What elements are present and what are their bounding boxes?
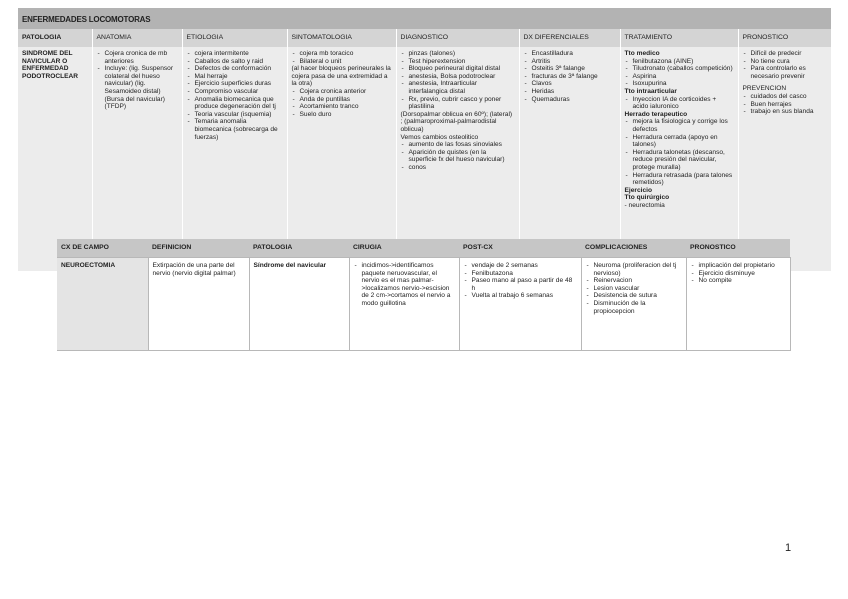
pronostico-cell [686, 258, 790, 351]
list-item: - Test hiperextension [409, 58, 515, 66]
list-item: - pinzas (talones) [409, 50, 515, 58]
list-item: - cojera mb toracico [300, 50, 392, 58]
header-row [18, 29, 831, 47]
list-item: - Desistencia de sutura [594, 292, 682, 300]
list-item: - Herradura cerrada (apoyo en talones) [633, 134, 734, 149]
list-item: - cuidados del casco [751, 93, 828, 101]
list-item: - Paseo mano al paso a partir de 48 h [472, 277, 577, 292]
list-item: - implicación del propietario [699, 262, 786, 270]
list-item: - anestesia, Intraarticular interfalangica distal [409, 80, 515, 95]
list-item: - Vuelta al trabajo 6 semanas [472, 292, 577, 300]
header-etiologia: ETIOLOGIA [182, 29, 287, 47]
section-heading: Herrado terapeutico [624, 110, 688, 118]
text-line: - neurectomia [624, 201, 665, 209]
list-item: - Quemaduras [532, 96, 616, 104]
header-anatomia: ANATOMIA [92, 29, 182, 47]
cx-cell: NEUROECTOMIA [57, 258, 148, 351]
list-item: - Lesion vascular [594, 285, 682, 293]
list-item: - anestesia, Bolsa podotroclear [409, 73, 515, 81]
list-item: - Herradura retrasada (para talones remetidos) [633, 172, 734, 187]
list-item: - Aparición de quistes (en la superficie fx del hueso navicular) [409, 149, 515, 164]
list-item: - Isoxupurina [633, 80, 734, 88]
list-item: - Aspirina [633, 73, 734, 81]
list-item: - Mal herraje [195, 73, 283, 81]
list-item: - Suelo duro [300, 111, 392, 119]
list-item: - Bilateral o unit [300, 58, 392, 66]
text-line: (Dorsopalmar oblicua en 60º); (lateral) ; (palmaroproximal-palmarodistal oblicua) [400, 110, 513, 133]
list-item: - cojera intermitente [195, 50, 283, 58]
list-item: - Encastilladura [532, 50, 616, 58]
list-item: - Fenilbutazona [472, 270, 577, 278]
list-item: - Anomalia biomecanica que produce degeneración del tj [195, 96, 283, 111]
etiologia-cell [182, 47, 287, 271]
header-sintomatologia: SINTOMATOLOGIA [287, 29, 396, 47]
list-item: - Difícil de predecir [751, 50, 828, 58]
header-definicion: DEFINICION [148, 239, 249, 258]
sintomatologia-cell [287, 47, 396, 271]
patologia-cell: SINDROME DEL NAVICULAR O ENFERMEDAD PODOTROCLEAR [18, 47, 92, 271]
list-item: - Clavos [532, 80, 616, 88]
list-item: - Ejercicio disminuye [699, 270, 786, 278]
list-item: - Buen herrajes [751, 101, 828, 109]
cirugia-cell [349, 258, 459, 351]
header-dx-diferenciales: DX DIFERENCIALES [519, 29, 620, 47]
text-line: (al hacer bloqueos perineurales la cojera pasa de una extremidad a la otra) [291, 65, 391, 88]
list-item: - Compromiso vascular [195, 88, 283, 96]
list-item: - Rx, previo, cubrir casco y poner plastilina [409, 96, 515, 111]
section-heading: Tto quirúrgico [624, 194, 670, 202]
section-heading: Tto intraarticular [624, 87, 677, 95]
section-heading: Ejercicio [624, 186, 652, 194]
list-item: - incidimos->identificamos paquete neruovascular, el nervio es el mas palmar->localizamos nervio->escision de 2 cm->cortamos el nervio a modo guillotina [362, 262, 455, 308]
header-pronostico: PRONOSTICO [738, 29, 831, 47]
table-row [18, 47, 831, 271]
list-item: - Incluye: (lig. Suspensor colateral del hueso navicular) (lig. Sesamoideo distal) (Bursa del navicular) (TFDP) [105, 65, 178, 111]
header-row [57, 239, 790, 258]
list-item: - Caballos de salto y raid [195, 58, 283, 66]
list-item: - vendaje de 2 semanas [472, 262, 577, 270]
text-line: Vemos cambios osteolitico [400, 133, 479, 141]
list-item: - mejora la fisiologica y corrige los defectos [633, 118, 734, 133]
list-item: - Inyeccion IA de corticoides + acido iaIuronico [633, 96, 734, 111]
list-item: - No tiene cura [751, 58, 828, 66]
list-item: - Cojera cronica de mb anteriores [105, 50, 178, 65]
tratamiento-cell [620, 47, 738, 271]
list-item: - Artritis [532, 58, 616, 66]
header-pronostico: PRONOSTICO [686, 239, 790, 258]
header-cx-de-campo: CX DE CAMPO [57, 239, 148, 258]
list-item: - Ejercicio superficies duras [195, 80, 283, 88]
text-line: PREVENCION [742, 85, 787, 93]
list-item: - Tiludronato (caballos competición) [633, 65, 734, 73]
list-item: - fenilbutazona (AINE) [633, 58, 734, 66]
post-cx-cell [459, 258, 581, 351]
complicaciones-cell [581, 258, 686, 351]
header-patologia: PATOLOGIA [249, 239, 349, 258]
header-complicaciones: COMPLICACIONES [581, 239, 686, 258]
list-item: - Teoria vascular (isquemia) [195, 111, 283, 119]
enfermedades-table [18, 8, 831, 271]
table-title: ENFERMEDADES LOCOMOTORAS [18, 8, 831, 29]
section-heading: Tto medico [624, 50, 660, 57]
list-item: - No compite [699, 277, 786, 285]
anatomia-cell [92, 47, 182, 271]
list-item: - fracturas de 3ª falange [532, 73, 616, 81]
list-item: - Osteitis 3ª falange [532, 65, 616, 73]
dx-diferenciales-cell [519, 47, 620, 271]
list-item: - Para controlarlo es necesario prevenir [751, 65, 828, 80]
header-post-cx: POST-CX [459, 239, 581, 258]
list-item: - Disminución de la propiocepcion [594, 300, 682, 315]
list-item: - Anda de puntillas [300, 96, 392, 104]
header-patologia: PATOLOGIA [18, 29, 92, 47]
list-item: - Acortamiento tranco [300, 103, 392, 111]
list-item: - aumento de las fosas sinoviales [409, 141, 515, 149]
list-item: - Neuroma (proliferacion del tj nervioso) [594, 262, 682, 277]
list-item: - Temaria anomalia biomecanica (sobrecarga de fuerzas) [195, 118, 283, 141]
page-number: 1 [785, 542, 792, 554]
list-item: - Cojera cronica anterior [300, 88, 392, 96]
cx-campo-table [57, 239, 791, 351]
list-item: - Defectos de conformación [195, 65, 283, 73]
patologia-cell: Síndrome del navicular [249, 258, 349, 351]
list-item: - Reinervacion [594, 277, 682, 285]
diagnostico-cell [396, 47, 519, 271]
header-tratamiento: TRATAMIENTO [620, 29, 738, 47]
list-item: - conos [409, 164, 515, 172]
pronostico-cell [738, 47, 831, 271]
list-item: - trabajo en sus blanda [751, 108, 828, 116]
definicion-cell: Extirpación de una parte del nervio (nervio digital palmar) [148, 258, 249, 351]
list-item: - Heridas [532, 88, 616, 96]
list-item: - Bloqueo perineural digital distal [409, 65, 515, 73]
header-diagnostico: DIAGNOSTICO [396, 29, 519, 47]
header-cirugia: CIRUGIA [349, 239, 459, 258]
table-row [57, 258, 790, 351]
list-item: - Herradura talonetas (descanso, reduce presión del navicular, protege muralla) [633, 149, 734, 172]
